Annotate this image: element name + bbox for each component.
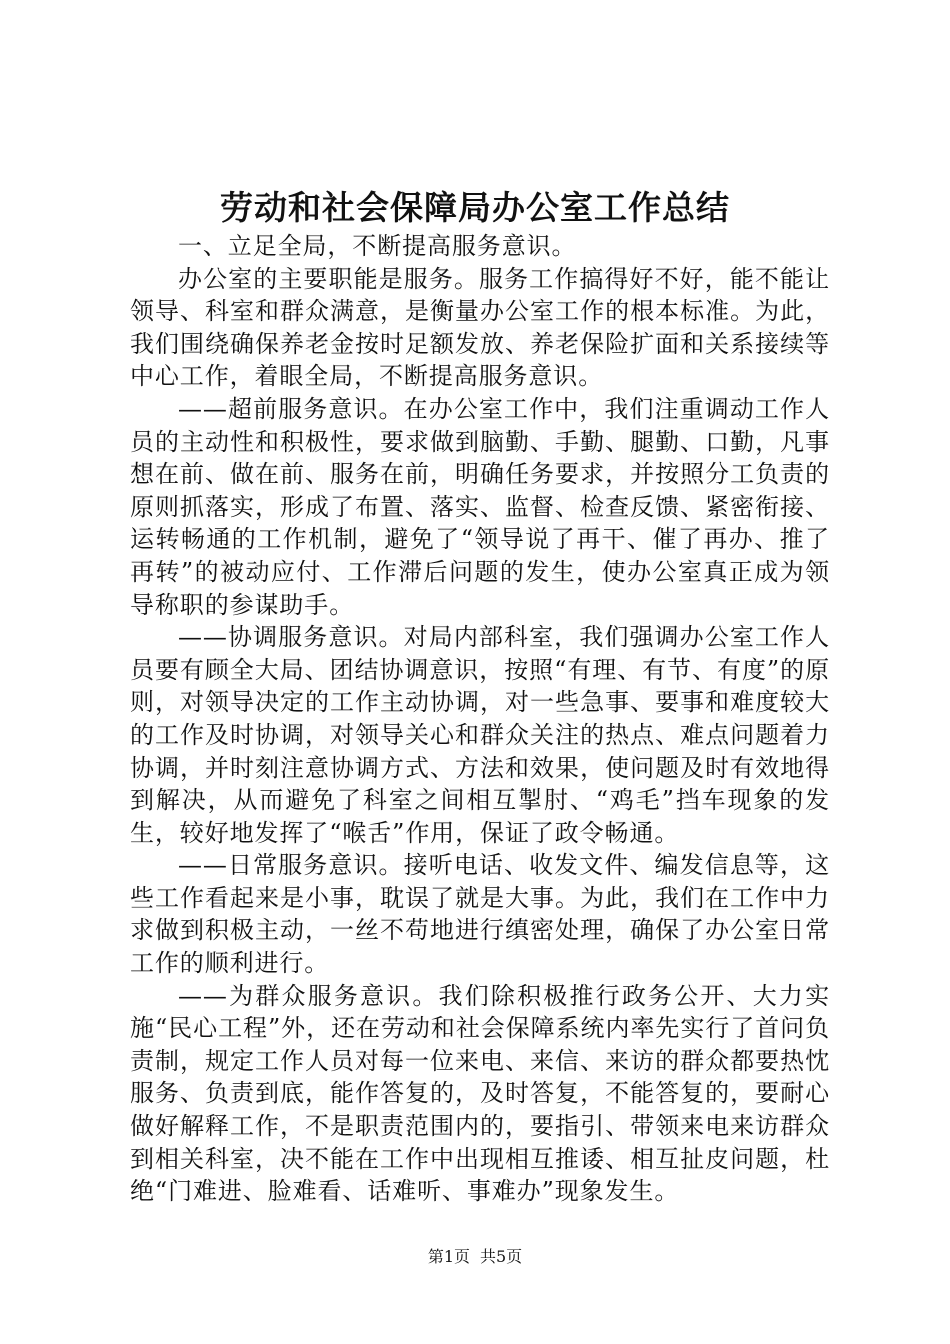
page-total: 共5页 xyxy=(480,1247,523,1266)
paragraph-proactive-service: ——超前服务意识。在办公室工作中，我们注重调动工作人员的主动性和积极性，要求做到脑勤、手勤、腿勤、口勤，凡事想在前、做在前、服务在前，明确任务要求，并按照分工负责的原则抓落实，形成了布置、落实、监督、检查反馈、紧密衔接、运转畅通的工作机制，避免了“领导说了再干、催了再办、推了再转”的被动应付、工作滞后问题的发生，使办公室真正成为领导称职的参谋助手。 xyxy=(130,394,830,619)
paragraph-daily-service: ——日常服务意识。接听电话、收发文件、编发信息等，这些工作看起来是小事，耽误了就是大事。为此，我们在工作中力求做到积极主动，一丝不苟地进行缜密处理，确保了办公室日常工作的顺利进行。 xyxy=(130,851,830,978)
document-title: 劳动和社会保障局办公室工作总结 xyxy=(220,188,730,227)
paragraph-intro: 办公室的主要职能是服务。服务工作搞得好不好，能不能让领导、科室和群众满意，是衡量办公室工作的根本标准。为此，我们围绕确保养老金按时足额发放、养老保险扩面和关系接续等中心工作，着眼全局，不断提高服务意识。 xyxy=(130,264,830,391)
paragraph-coordination-service: ——协调服务意识。对局内部科室，我们强调办公室工作人员要有顾全大局、团结协调意识，按照“有理、有节、有度”的原则，对领导决定的工作主动协调，对一些急事、要事和难度较大的工作及时协调，对领导关心和群众关注的热点、难点问题着力协调，并时刻注意协调方式、方法和效果，使问题及时有效地得到解决，从而避免了科室之间相互掣肘、“鸡毛”挡车现象的发生，较好地发挥了“喉舌”作用，保证了政令畅通。 xyxy=(130,623,830,847)
page-number: 第1页 xyxy=(427,1247,470,1266)
section-heading: 一、立足全局，不断提高服务意识。 xyxy=(178,232,577,260)
paragraph-public-service: ——为群众服务意识。我们除积极推行政务公开、大力实施“民心工程”外，还在劳动和社会保障系统内率先实行了首问负责制，规定工作人员对每一位来电、来信、来访的群众都要热忱服务、负责到底，能作答复的，及时答复，不能答复的，要耐心做好解释工作，不是职责范围内的，要指引、带领来电来访群众到相关科室，决不能在工作中出现相互推诿、相互扯皮问题，杜绝“门难进、脸难看、话难听、事难办”现象发生。 xyxy=(130,981,830,1206)
document-body xyxy=(130,230,830,1208)
page-footer xyxy=(0,1246,950,1268)
